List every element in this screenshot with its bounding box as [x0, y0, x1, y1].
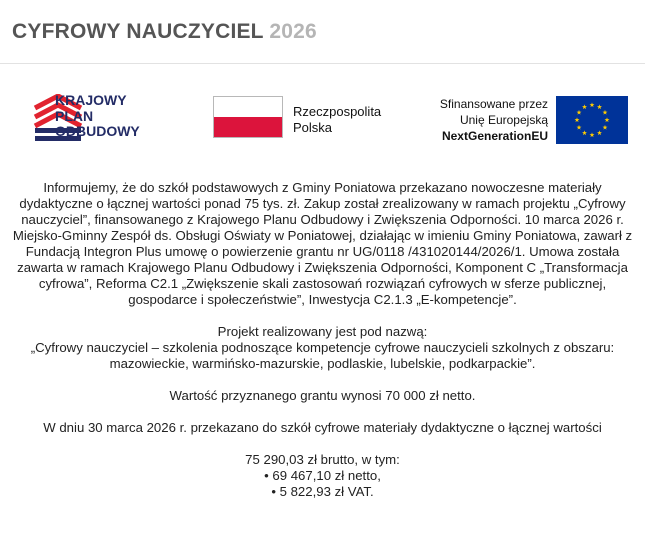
project-heading: Projekt realizowany jest pod nazwą: — [217, 324, 428, 339]
poland-logo-text — [293, 104, 381, 136]
delivery-text: W dniu 30 marca 2026 r. przekazano do szkół cyfrowe materiały dydaktyczne o łącznej wartości — [43, 420, 602, 435]
title-bar — [0, 0, 645, 64]
kpo-line-2: PLAN — [55, 107, 94, 124]
poland-line-2: Polska — [293, 120, 333, 135]
polish-flag-icon — [213, 96, 283, 138]
title-year: 2026 — [269, 20, 317, 43]
page-title — [12, 20, 317, 44]
kpo-logo-text — [55, 93, 140, 140]
article-body — [6, 180, 639, 500]
kpo-line-1: KRAJOWY — [55, 92, 127, 108]
eu-flag-icon — [556, 96, 628, 144]
eu-line-3: NextGenerationEU — [441, 129, 548, 143]
intro-paragraph: Informujemy, że do szkół podstawowych z Gminy Poniatowa przekazano nowoczesne materiały dydaktyczne o łącznej wartości ponad 75 tys. zł. Zakup został zrealizowany w ramach projektu „Cyfrowy nauczyciel”, finansowanego z Krajowego Planu Odbudowy i Zwiększenia Odporności. 10 marca 2026 r. Miejsko-Gminny Zespół ds. Obsługi Oświaty w Poniatowej, działając w imieniu Gminy Poniatowa, zawarł z Fundacją Integron Plus umowę o powierzenie grantu nr UG/0118 /431020144/2026/1. Umowa została zawarta w ramach Krajowego Planu Odbudowy i Zwiększenia Odporności, Komponent C „Transformacja cyfrowa”, Reforma C2.1 „Zwiększenie skali zastosowań rozwiązań cyfrowych w sferze publicznej, gospodarce i społeczeństwie”, Inwestycja C2.1.3 „E-kompetencje”. — [12, 180, 633, 307]
kpo-line-3: ODBUDOWY — [55, 123, 140, 139]
net-value: • 69 467,10 zł netto, — [264, 468, 381, 483]
title-text: CYFROWY NAUCZYCIEL — [12, 20, 264, 43]
grant-value: Wartość przyznanego grantu wynosi 70 000 zł netto. — [169, 388, 476, 403]
logos-strip — [0, 90, 645, 150]
gross-value: 75 290,03 zł brutto, w tym: — [245, 452, 400, 467]
eu-line-1: Sfinansowane przez — [439, 97, 548, 111]
eu-line-2: Unię Europejską — [459, 113, 548, 127]
poland-line-1: Rzeczpospolita — [293, 104, 382, 119]
project-name: „Cyfrowy nauczyciel – szkolenia podnoszące kompetencje cyfrowe nauczycieli szkolnych z obszaru: mazowieckie, warmińsko-mazurskie, podlaskie, lubelskie, podkarpackie”. — [30, 340, 615, 371]
vat-value: • 5 822,93 zł VAT. — [271, 484, 374, 499]
eu-logo-text — [418, 96, 548, 144]
